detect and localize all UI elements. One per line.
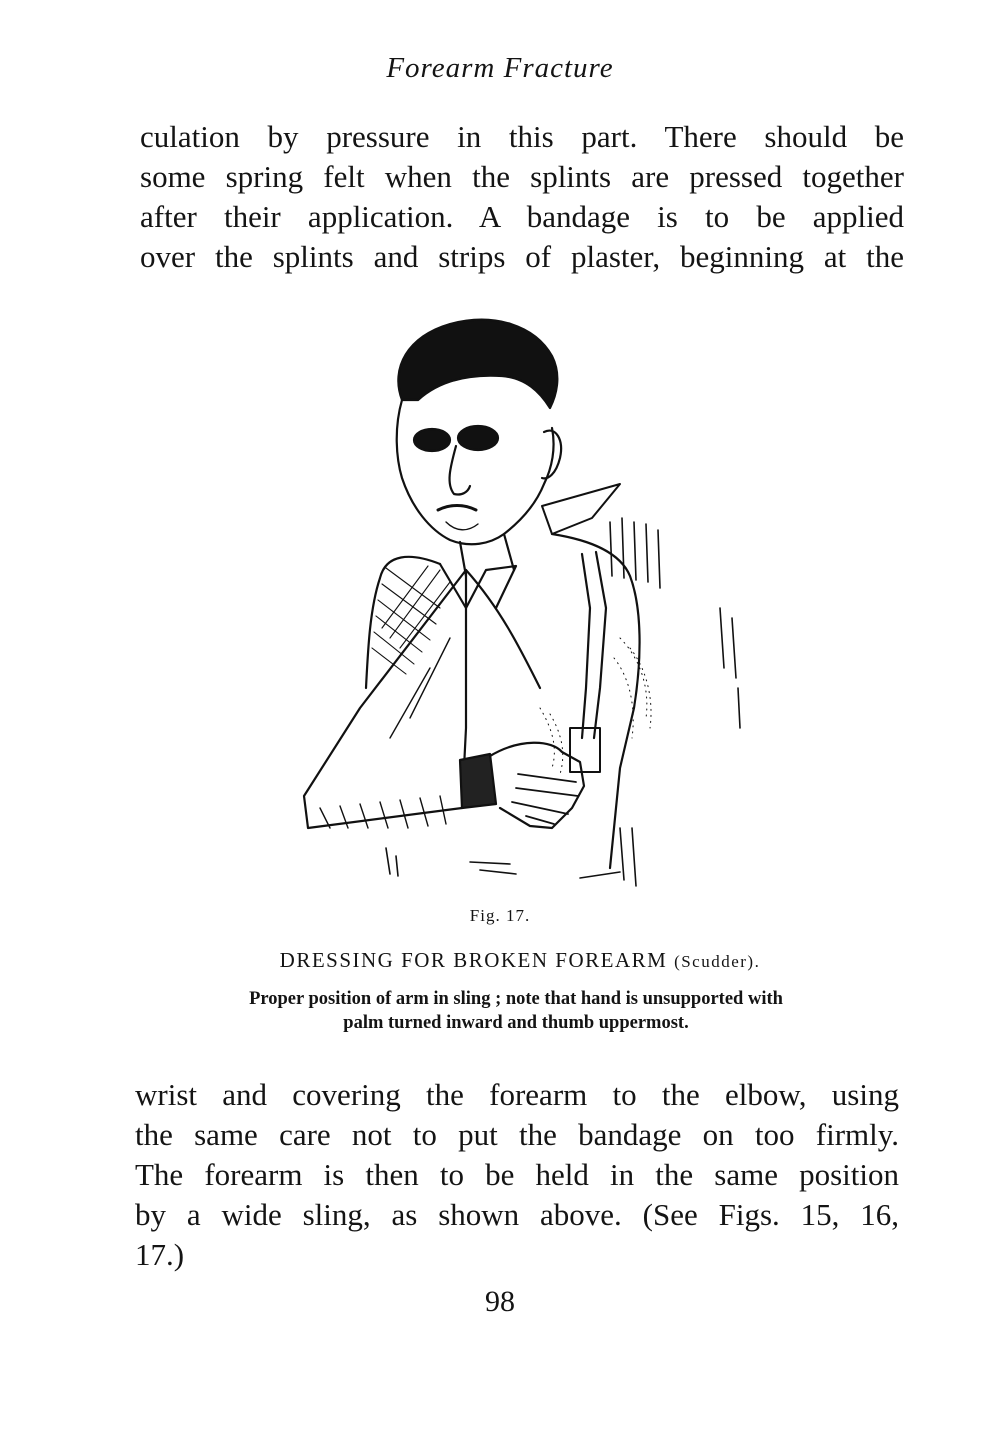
ground-marks bbox=[386, 848, 620, 878]
mouth bbox=[438, 506, 476, 511]
chin-shading bbox=[446, 522, 478, 530]
sling-folds bbox=[320, 638, 450, 828]
forearm-splint bbox=[460, 754, 496, 808]
body-paragraph-top bbox=[140, 117, 904, 277]
sling-knot bbox=[542, 484, 620, 534]
fingers bbox=[512, 774, 578, 824]
text-line: over the splints and strips of plaster, beginning at the bbox=[140, 239, 904, 274]
body-paragraph-bottom bbox=[135, 1075, 899, 1275]
ear bbox=[542, 431, 561, 479]
caption-line: palm turned inward and thumb uppermost. bbox=[343, 1013, 689, 1033]
text-line: by a wide sling, as shown above. (See Figs. 15, 16, bbox=[135, 1197, 899, 1232]
hand bbox=[490, 743, 584, 828]
nose bbox=[450, 446, 470, 495]
text-line: after their application. A bandage is to be applied bbox=[140, 199, 904, 234]
head-outline bbox=[397, 400, 554, 544]
running-head: Forearm Fracture bbox=[386, 52, 614, 84]
left-eye bbox=[414, 429, 450, 451]
collar bbox=[440, 564, 516, 608]
text-line: the same care not to put the bandage on too firmly. bbox=[135, 1117, 899, 1152]
left-shoulder bbox=[366, 557, 440, 688]
caption-line: Proper position of arm in sling ; note that hand is unsupported with bbox=[249, 989, 783, 1009]
figure-caption bbox=[155, 987, 877, 1035]
text-line: wrist and covering the forearm to the elbow, using bbox=[135, 1077, 899, 1112]
hair bbox=[398, 320, 557, 408]
text-line: The forearm is then to be held in the same position bbox=[135, 1157, 899, 1192]
right-eye bbox=[458, 426, 498, 450]
page-number: 98 bbox=[485, 1285, 515, 1318]
shoulder-hatching bbox=[372, 566, 450, 674]
strap bbox=[582, 552, 606, 738]
figure-title-text: DRESSING FOR BROKEN FOREARM bbox=[279, 948, 668, 972]
figure-number: Fig. 17. bbox=[469, 906, 531, 925]
text-line: 17.) bbox=[135, 1237, 185, 1272]
figure-illustration bbox=[290, 308, 750, 903]
figure-title bbox=[0, 948, 1000, 973]
figure-title-credit: (Scudder). bbox=[674, 952, 761, 971]
text-line: some spring felt when the splints are pressed together bbox=[140, 159, 904, 194]
sling-cloth bbox=[304, 570, 466, 828]
right-shoulder bbox=[552, 534, 640, 868]
text-line: culation by pressure in this part. There should be bbox=[140, 119, 904, 154]
